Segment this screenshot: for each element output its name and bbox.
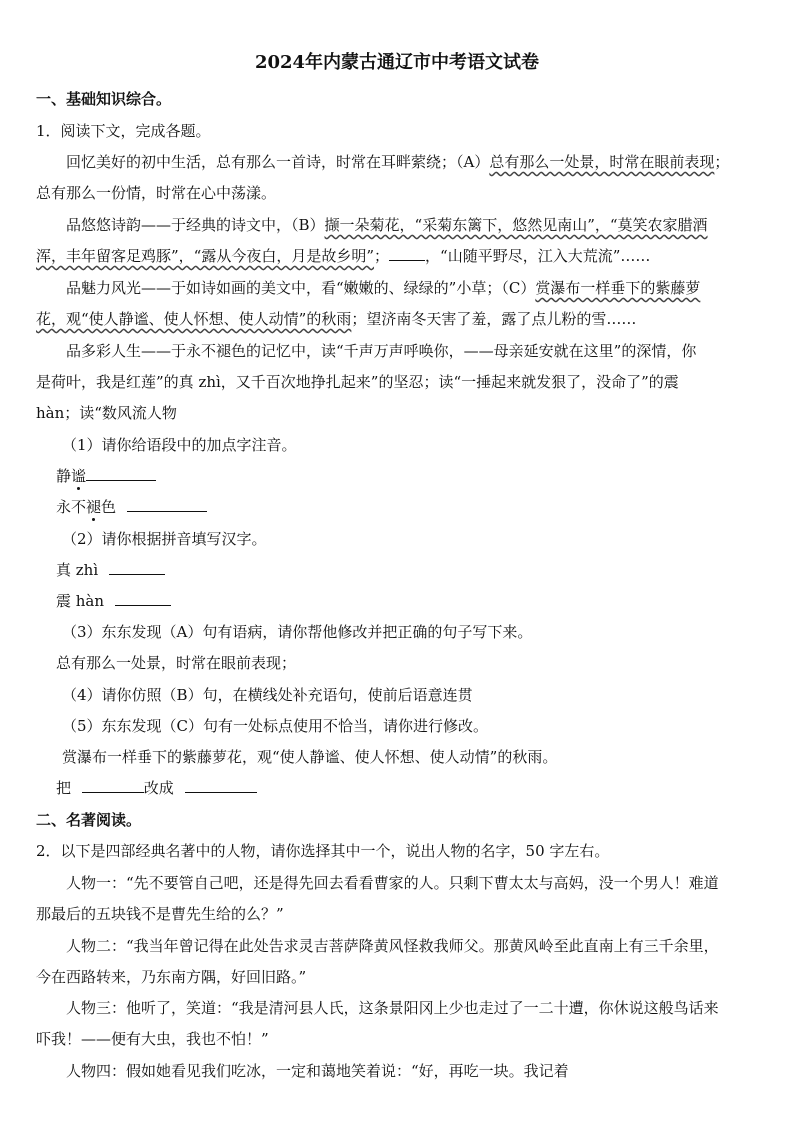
passage-line: 那最后的五块钱不是曹先生给的么？” bbox=[36, 905, 284, 923]
passage-line: 品多彩人生——于永不褪色的记忆中，读“千声万声呼唤你，——母亲延安就在这里”的深情，你 bbox=[66, 342, 697, 360]
passage-line: 品悠悠诗韵——于经典的诗文中，（B）撷一朵菊花，“采菊东篱下，悠然见南山”，“莫笑农家腊酒 bbox=[66, 216, 708, 234]
section-1-heading: 一、基础知识综合。 bbox=[36, 90, 172, 108]
passage-line: 花，观“使人静谧、使人怀想、使人动情”的秋雨；望济南冬天害了羞，露了点儿粉的雪…… bbox=[36, 310, 637, 328]
answer-blank[interactable] bbox=[389, 246, 425, 261]
passage-line: 人物四：假如她看见我们吃冰，一定和蔼地笑着说：“好，再吃一块。我记着 bbox=[66, 1062, 569, 1080]
question-2: 2．以下是四部经典名著中的人物，请你选择其中一个，说出人物的名字，50 字左右。 bbox=[36, 842, 610, 860]
passage-line: hàn；读“数风流人物 bbox=[36, 404, 177, 422]
answer-blank[interactable] bbox=[127, 497, 207, 512]
answer-blank[interactable] bbox=[82, 778, 144, 793]
passage-line: 人物三：他听了，笑道：“我是清河县人氏，这条景阳冈上少也走过了一二十遭，你休说这般鸟话来 bbox=[66, 999, 719, 1017]
sentence-a-underlined: 总有那么一处景，时常在眼前表现 bbox=[489, 153, 715, 171]
section-2-heading: 二、名著阅读。 bbox=[36, 811, 142, 829]
sentence-b-underlined: 浑，丰年留客足鸡豚”，“露从今夜白，月是故乡明” bbox=[36, 247, 375, 265]
answer-line: 静谧 bbox=[56, 465, 156, 486]
answer-blank[interactable] bbox=[109, 560, 165, 575]
passage-line: 人物二：“我当年曾记得在此处告求灵吉菩萨降黄风怪救我师父。那黄风岭至此直南上有三千余里， bbox=[66, 937, 719, 955]
passage-line: 浑，丰年留客足鸡豚”，“露从今夜白，月是故乡明”； ，“山随平野尽，江入大荒流”…… bbox=[36, 247, 651, 265]
passage-line: 人物一：“先不要管自己吧，还是得先回去看看曹家的人。只剩下曹太太与高妈，没一个男人！难道 bbox=[66, 874, 719, 892]
answer-line: 永不褪色 bbox=[56, 496, 207, 517]
answer-blank[interactable] bbox=[86, 466, 156, 481]
passage-line: 回忆美好的初中生活，总有那么一首诗，时常在耳畔萦绕；（A）总有那么一处景，时常在眼前表现； bbox=[66, 153, 730, 171]
sentence-b-underlined: 撷一朵菊花，“采菊东篱下，悠然见南山”，“莫笑农家腊酒 bbox=[324, 216, 708, 234]
passage-line: 总有那么一份情，时常在心中荡漾。 bbox=[36, 184, 277, 202]
answer-line: 震 hàn bbox=[56, 590, 171, 611]
sub-question-5-sentence: 赏瀑布一样垂下的紫藤萝花，观“使人静谧、使人怀想、使人动情”的秋雨。 bbox=[62, 748, 558, 766]
sub-question-5: （5）东东发现（C）句有一处标点使用不恰当，请你进行修改。 bbox=[62, 717, 489, 735]
sub-question-4: （4）请你仿照（B）句，在横线处补充语句，使前后语意连贯 bbox=[62, 686, 473, 704]
dotted-char: 谧 bbox=[71, 467, 87, 485]
answer-blank[interactable] bbox=[115, 591, 171, 606]
sub-question-3: （3）东东发现（A）句有语病，请你帮他修改并把正确的句子写下来。 bbox=[62, 623, 533, 641]
sentence-c-underlined: 花，观“使人静谧、使人怀想、使人动情”的秋雨 bbox=[36, 310, 352, 328]
passage-line: 吓我！——便有大虫，我也不怕！” bbox=[36, 1030, 269, 1048]
answer-blank[interactable] bbox=[185, 778, 257, 793]
answer-line: 把 改成 bbox=[56, 777, 257, 798]
sub-question-1: （1）请你给语段中的加点字注音。 bbox=[62, 436, 297, 454]
question-1: 1．阅读下文，完成各题。 bbox=[36, 122, 211, 140]
passage-line: 今在西路转来，乃东南方隅，好回旧路。” bbox=[36, 968, 307, 986]
passage-line: 是荷叶，我是红莲”的真 zhì，又千百次地挣扎起来”的坚忍；读“一捶起来就发狠了，没命了”的震 bbox=[36, 373, 679, 391]
passage-line: 品魅力风光——于如诗如画的美文中，看“嫩嫩的、绿绿的”小草；（C）赏瀑布一样垂下的紫藤萝 bbox=[66, 279, 701, 297]
answer-line: 真 zhì bbox=[56, 559, 165, 580]
sub-question-3-sentence: 总有那么一处景，时常在眼前表现； bbox=[56, 654, 297, 672]
sentence-c-underlined: 赏瀑布一样垂下的紫藤萝 bbox=[535, 279, 701, 297]
sub-question-2: （2）请你根据拼音填写汉字。 bbox=[62, 530, 267, 548]
dotted-char: 褪 bbox=[86, 498, 102, 516]
page-title: 2024年内蒙古通辽市中考语文试卷 bbox=[254, 52, 540, 73]
